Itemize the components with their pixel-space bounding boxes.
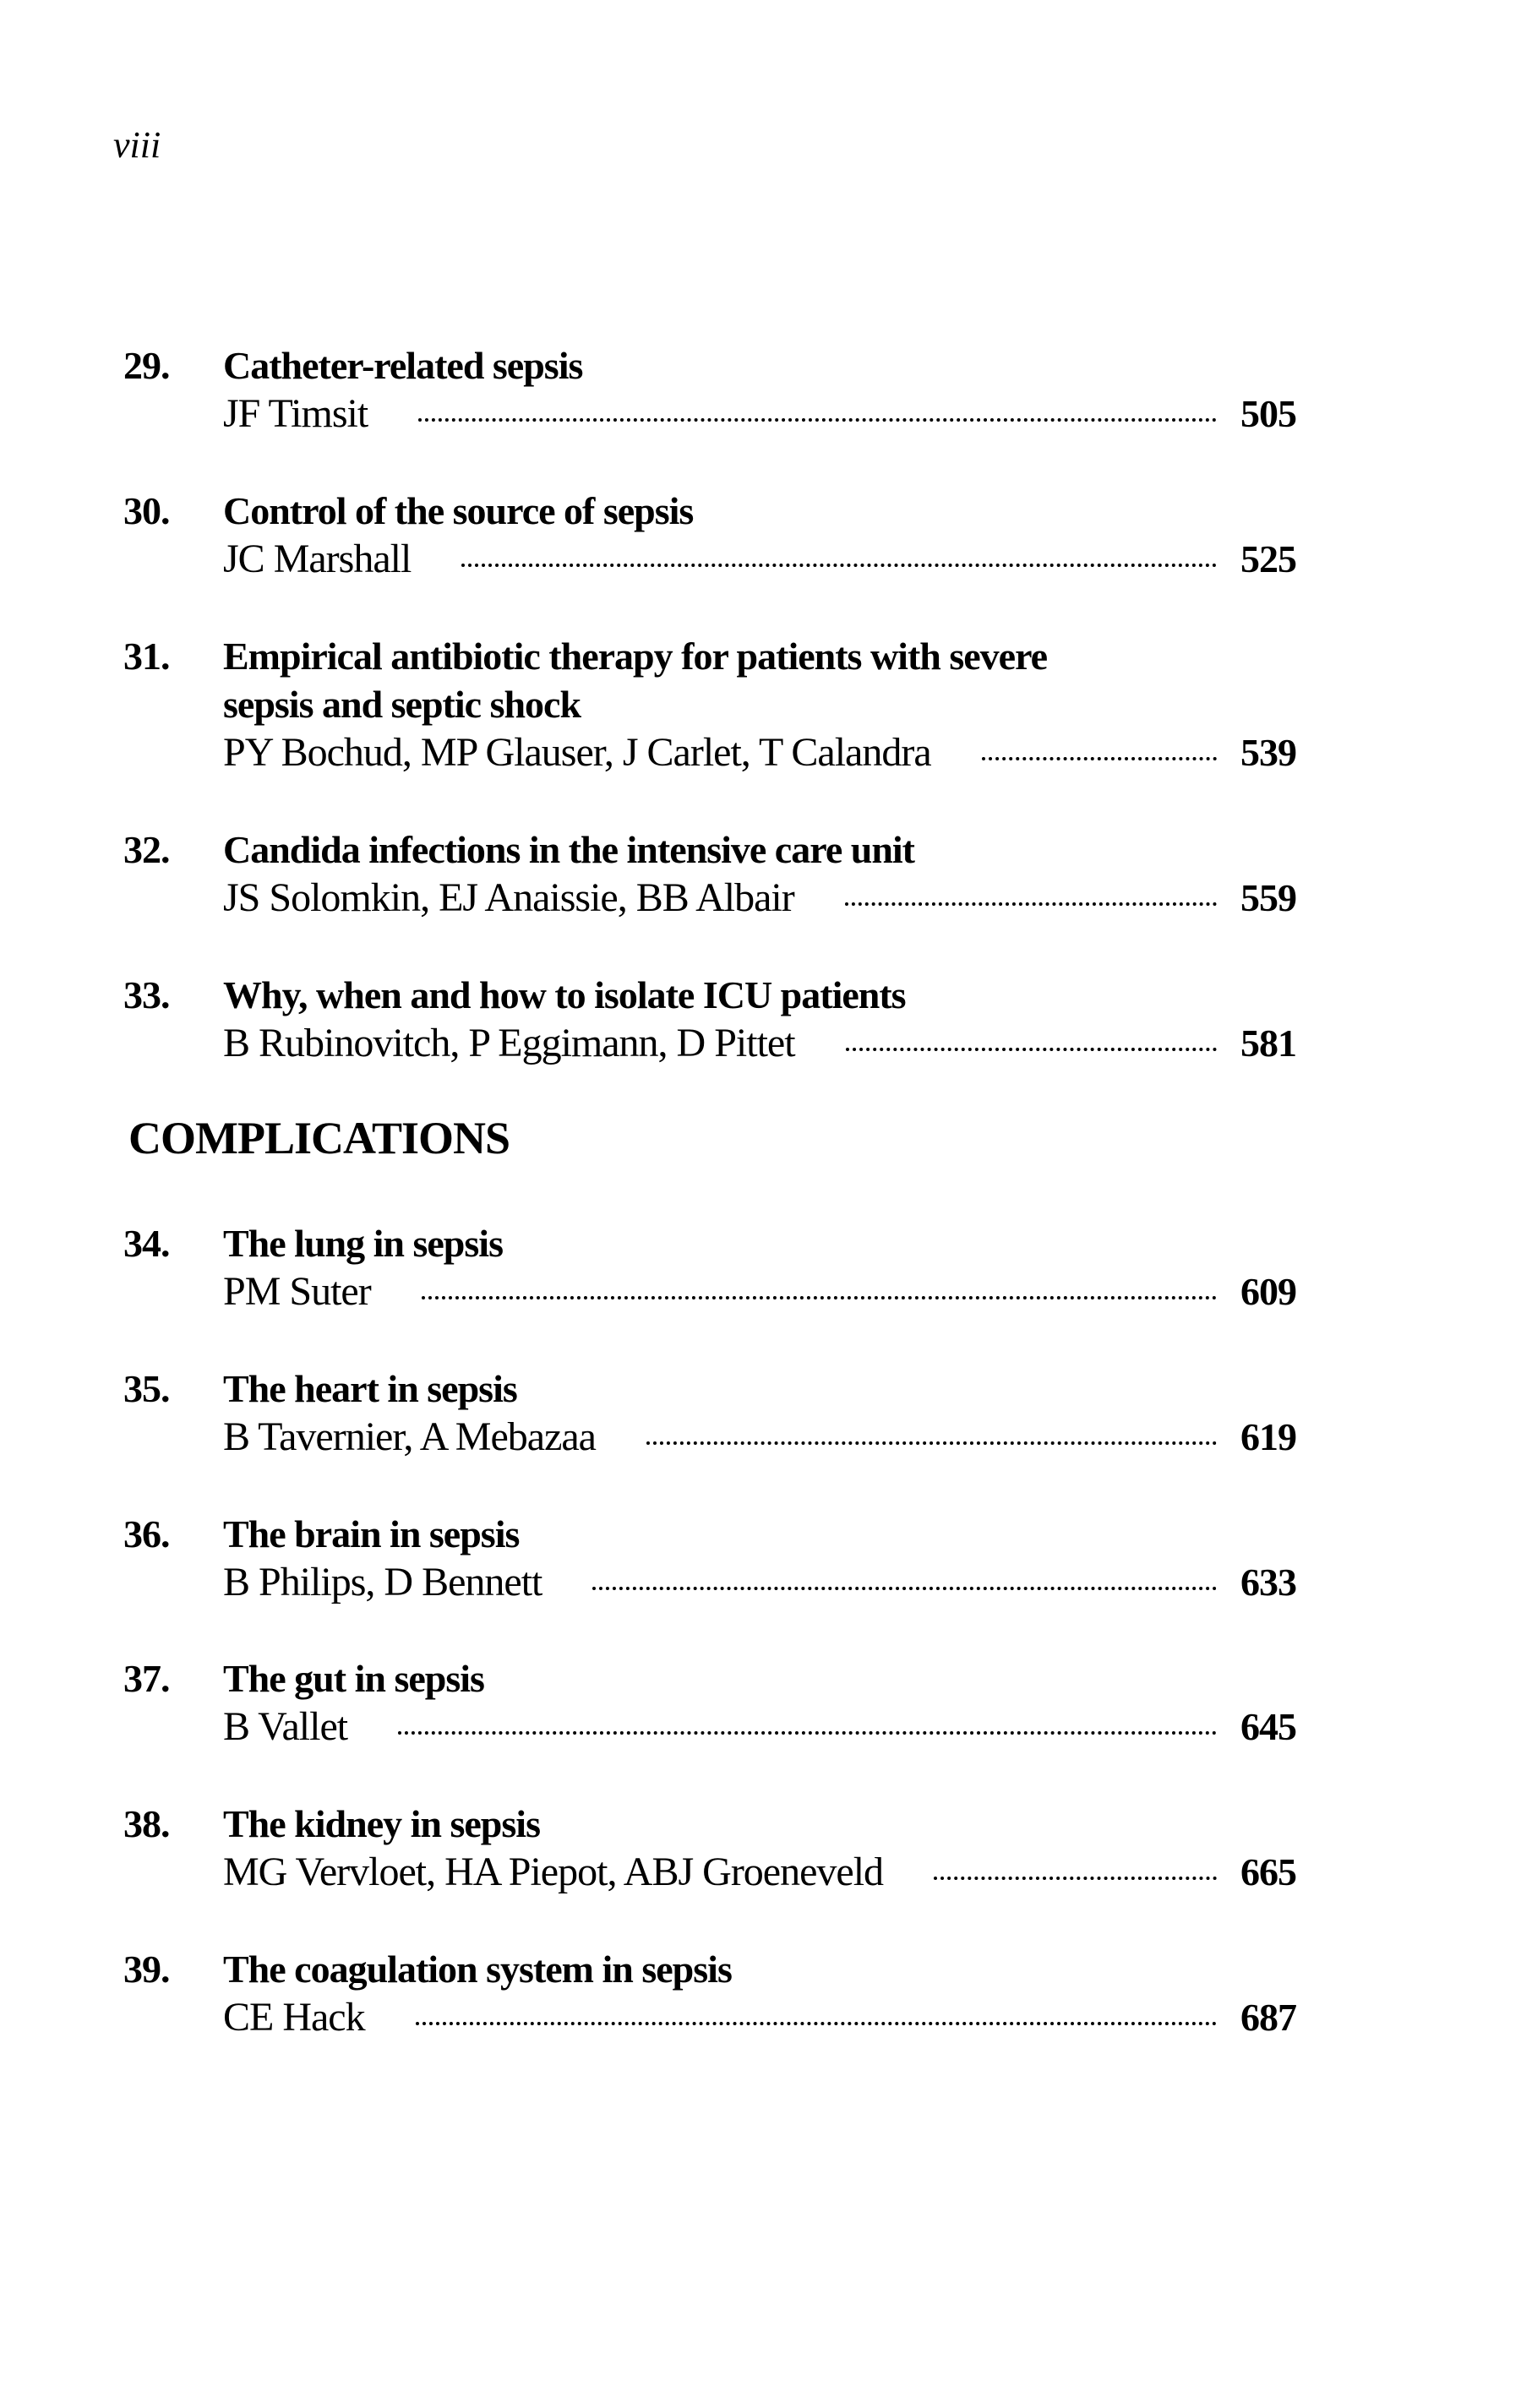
entry-authors: JS Solomkin, EJ Anaissie, BB Albair: [223, 875, 794, 920]
entry-page-number: 505: [1240, 392, 1296, 435]
entry-title: Empirical antibiotic therapy for patients with severe: [223, 635, 1048, 678]
entry-number: 35.: [123, 1367, 170, 1410]
entry-number: 36.: [123, 1512, 170, 1555]
dot-leader: [418, 418, 1217, 422]
entry-title-continued: sepsis and septic shock: [223, 683, 581, 726]
entry-number: 31.: [123, 635, 170, 678]
toc-entry-29: [123, 341, 1306, 439]
entry-author-line: [223, 1558, 1306, 1607]
entry-page-number: 633: [1240, 1561, 1296, 1604]
entry-number: 33.: [123, 973, 170, 1016]
toc-entry-30: [123, 487, 1306, 584]
entry-author-line: [223, 1413, 1306, 1462]
entry-authors: MG Vervloet, HA Piepot, ABJ Groeneveld: [223, 1850, 884, 1894]
page-folio: viii: [113, 124, 161, 166]
entry-number: 37.: [123, 1657, 170, 1700]
entry-authors: B Rubinovitch, P Eggimann, D Pittet: [223, 1021, 795, 1065]
entry-author-line: [223, 1702, 1306, 1752]
dot-leader: [461, 564, 1217, 567]
entry-author-line: [223, 1848, 1306, 1897]
dot-leader: [846, 1048, 1217, 1051]
dot-leader: [416, 2022, 1217, 2025]
entry-author-line: [223, 874, 1306, 923]
entry-title: The brain in sepsis: [223, 1512, 520, 1555]
entry-number: 29.: [123, 344, 170, 387]
toc-entry-34: [123, 1219, 1306, 1316]
entry-title: The lung in sepsis: [223, 1222, 503, 1265]
entry-page-number: 665: [1240, 1850, 1296, 1893]
entry-title: Control of the source of sepsis: [223, 489, 694, 532]
dot-leader: [982, 757, 1217, 760]
entry-author-line: [223, 728, 1306, 777]
dot-leader: [422, 1296, 1217, 1299]
entry-author-line: [223, 1019, 1306, 1068]
toc-entry-31: [123, 632, 1306, 777]
entry-title: The coagulation system in sepsis: [223, 1948, 732, 1991]
toc-entry-38: [123, 1800, 1306, 1897]
entry-title: The gut in sepsis: [223, 1657, 484, 1700]
entry-page-number: 525: [1240, 537, 1296, 580]
entry-number: 34.: [123, 1222, 170, 1265]
entry-authors: B Vallet: [223, 1704, 348, 1749]
entry-page-number: 687: [1240, 1996, 1296, 2039]
entry-number: 30.: [123, 489, 170, 532]
entry-number: 38.: [123, 1802, 170, 1845]
dot-leader: [646, 1441, 1217, 1445]
entry-title: Candida infections in the intensive care unit: [223, 828, 914, 871]
entry-author-line: [223, 1993, 1306, 2042]
entry-authors: B Tavernier, A Mebazaa: [223, 1414, 596, 1459]
dot-leader: [934, 1877, 1217, 1880]
entry-page-number: 539: [1240, 731, 1296, 774]
entry-authors: JC Marshall: [223, 537, 412, 581]
toc-entry-37: [123, 1654, 1306, 1752]
entry-author-line: [223, 1267, 1306, 1316]
dot-leader: [592, 1587, 1217, 1590]
toc-entry-36: [123, 1510, 1306, 1607]
toc-entry-39: [123, 1945, 1306, 2042]
entry-number: 32.: [123, 828, 170, 871]
entry-authors: PY Bochud, MP Glauser, J Carlet, T Calandra: [223, 730, 931, 775]
entry-authors: CE Hack: [223, 1995, 365, 2040]
entry-page-number: 581: [1240, 1021, 1296, 1065]
entry-page-number: 609: [1240, 1270, 1296, 1313]
dot-leader: [845, 902, 1217, 906]
toc-entry-33: [123, 971, 1306, 1068]
entry-page-number: 619: [1240, 1415, 1296, 1458]
entry-authors: PM Suter: [223, 1269, 371, 1314]
entry-author-line: [223, 390, 1306, 439]
dot-leader: [398, 1731, 1217, 1735]
entry-page-number: 645: [1240, 1705, 1296, 1748]
section-heading: COMPLICATIONS: [128, 1113, 510, 1163]
entry-title: Why, when and how to isolate ICU patients: [223, 973, 906, 1016]
entry-page-number: 559: [1240, 876, 1296, 919]
toc-entry-35: [123, 1365, 1306, 1462]
entry-authors: JF Timsit: [223, 391, 368, 436]
entry-number: 39.: [123, 1948, 170, 1991]
entry-authors: B Philips, D Bennett: [223, 1560, 542, 1604]
toc-entry-32: [123, 825, 1306, 923]
entry-title: The kidney in sepsis: [223, 1802, 540, 1845]
entry-title: The heart in sepsis: [223, 1367, 517, 1410]
entry-author-line: [223, 535, 1306, 584]
entry-title: Catheter-related sepsis: [223, 344, 583, 387]
